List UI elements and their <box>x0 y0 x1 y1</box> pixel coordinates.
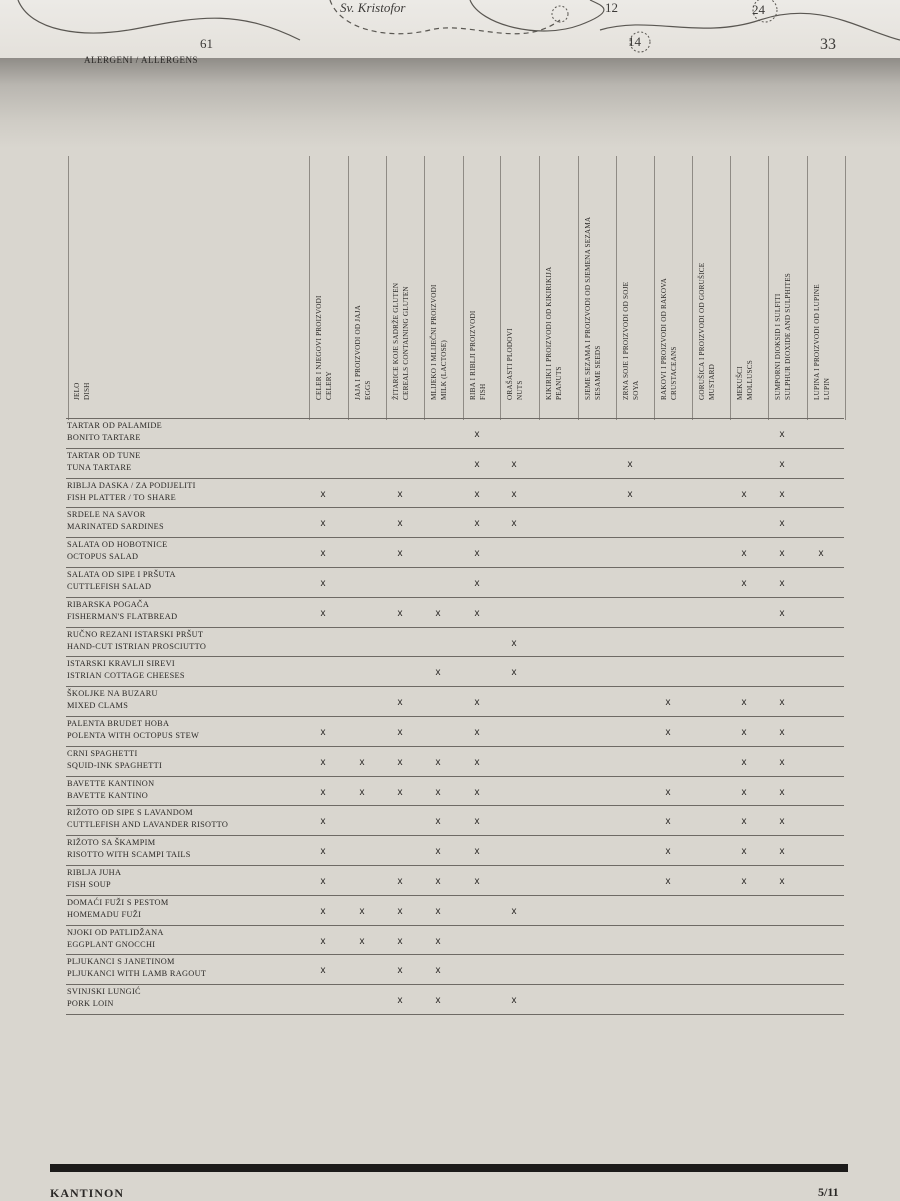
dish-name-hr: SALATA OD SIPE I PRŠUTA <box>67 570 176 579</box>
dish-header-en: DISH <box>83 382 91 400</box>
dish-name-en: HAND-CUT ISTRIAN PROSCIUTTO <box>67 641 207 651</box>
map-number: 12 <box>605 0 618 15</box>
allergen-column-header <box>314 160 344 410</box>
allergen-name-hr: SUMPORNI DIOKSID I SULFITI <box>774 293 782 400</box>
allergen-mark: x <box>320 846 326 858</box>
allergen-mark: x <box>359 786 365 798</box>
dish-name-hr: RIŽOTO OD SIPE S LAVANDOM <box>67 808 193 818</box>
column-divider <box>68 156 69 420</box>
allergen-mark: x <box>741 816 747 828</box>
allergen-mark: x <box>741 578 747 589</box>
allergen-name-hr: RIBA I RIBLJI PROIZVODI <box>469 310 477 400</box>
dish-name-en: CUTTLEFISH AND LAVANDER RISOTTO <box>67 820 229 830</box>
allergen-name-hr: JAJA I PROIZVODI OD JAJA <box>354 304 362 400</box>
allergen-mark: x <box>741 876 747 887</box>
table-row-divider <box>66 925 844 926</box>
allergen-mark: x <box>818 548 824 560</box>
allergen-mark: x <box>474 876 480 887</box>
table-row-divider <box>66 1014 844 1015</box>
dish-column-header <box>72 160 102 410</box>
dish-name-hr: TARTAR OD TUNE <box>67 450 141 460</box>
dish-name <box>67 718 199 742</box>
allergen-header-text <box>353 304 372 400</box>
column-divider <box>386 156 387 420</box>
allergen-mark: x <box>511 995 517 1007</box>
allergen-name-hr: MEKUŠCI <box>736 366 744 400</box>
column-divider <box>768 156 769 420</box>
column-divider <box>578 156 579 420</box>
allergen-column-header <box>659 160 689 410</box>
dish-name-hr: RIBLJA JUHA <box>67 868 122 877</box>
table-row-divider <box>66 895 844 896</box>
dish-name-en: MIXED CLAMS <box>67 701 129 711</box>
allergen-mark: x <box>741 727 747 738</box>
dish-name-en: HOMEMADU FUŽI <box>67 909 142 919</box>
allergen-mark: x <box>511 518 517 530</box>
allergen-mark: x <box>511 905 517 917</box>
allergen-mark: x <box>779 607 785 619</box>
allergen-name-hr: MLIJEKO I MLIJEČNI PROIZVODI <box>430 284 438 400</box>
allergen-mark: x <box>397 727 403 738</box>
allergen-mark: x <box>779 697 785 709</box>
allergen-mark: x <box>320 905 326 917</box>
allergen-mark: x <box>665 846 671 858</box>
column-divider <box>309 156 310 420</box>
page-number: 5/11 <box>818 1185 839 1199</box>
allergen-name-en: CRUSTACEANS <box>670 346 678 400</box>
allergen-header-text <box>621 281 640 400</box>
dish-name-hr: ISTARSKI KRAVLJI SIREVI <box>67 659 175 669</box>
allergen-mark: x <box>320 756 326 768</box>
dish-name-hr: RIŽOTO SA ŠKAMPIM <box>67 838 156 848</box>
allergen-mark: x <box>474 846 480 858</box>
allergen-name-hr: CELER I NJEGOVI PROIZVODI <box>315 295 323 400</box>
allergen-name-en: LUPIN <box>823 377 831 400</box>
dish-name <box>67 509 164 533</box>
allergen-mark: x <box>320 965 326 977</box>
footer-brand: KANTINON <box>50 1186 125 1200</box>
allergen-mark: x <box>320 488 326 500</box>
dish-name-hr: CRNI SPAGHETTI <box>67 748 138 758</box>
allergen-mark: x <box>397 488 403 500</box>
table-row-divider <box>66 984 844 985</box>
allergen-mark: x <box>397 995 403 1007</box>
allergen-mark: x <box>665 697 671 709</box>
allergen-mark: x <box>435 786 441 798</box>
table-row-divider <box>66 448 844 449</box>
allergen-mark: x <box>435 816 441 828</box>
dish-name-en: BONITO TARTARE <box>67 433 141 442</box>
allergen-header-text <box>505 328 524 400</box>
dish-name-en: BAVETTE KANTINO <box>67 790 149 800</box>
dish-name <box>67 450 141 474</box>
allergen-name-en: SESAME SEEDS <box>594 345 602 400</box>
allergen-mark: x <box>320 816 326 828</box>
dish-name-hr: TARTAR OD PALAMIDE <box>67 421 162 430</box>
column-divider <box>348 156 349 420</box>
allergen-mark: x <box>320 607 326 619</box>
allergen-mark: x <box>320 876 326 887</box>
allergen-header-text <box>468 310 487 400</box>
dish-name-en: CUTTLEFISH SALAD <box>67 582 152 591</box>
map-number: 33 <box>820 36 836 53</box>
dish-name-hr: SALATA OD HOBOTNICE <box>67 540 168 550</box>
table-row-divider <box>66 478 844 479</box>
column-divider <box>500 156 501 420</box>
table-row-divider <box>66 686 844 687</box>
allergen-mark: x <box>665 786 671 798</box>
allergen-header-text <box>429 284 448 400</box>
allergen-mark: x <box>320 786 326 798</box>
dish-name <box>67 778 154 802</box>
dish-name-en: MARINATED SARDINES <box>67 522 164 532</box>
dish-name <box>67 837 191 861</box>
allergen-mark: x <box>474 756 480 768</box>
dish-name-hr: BAVETTE KANTINON <box>67 778 155 788</box>
allergen-mark: x <box>435 607 441 619</box>
allergen-header-text <box>391 282 410 400</box>
allergen-mark: x <box>397 876 403 887</box>
map-number: 14 <box>628 34 641 49</box>
dish-name <box>67 599 177 623</box>
dish-name-hr: SVINJSKI LUNGIĆ <box>67 987 141 997</box>
allergen-mark: x <box>435 965 441 977</box>
allergen-mark: x <box>435 876 441 887</box>
dish-name-hr: PALENTA BRUDET HOBA <box>67 719 170 728</box>
allergen-mark: x <box>779 786 785 798</box>
map-number: 24 <box>752 2 765 17</box>
dish-name <box>67 897 169 921</box>
allergen-mark: x <box>474 488 480 500</box>
column-divider <box>845 156 846 420</box>
allergen-mark: x <box>741 756 747 768</box>
allergen-column-header <box>773 160 803 410</box>
allergen-mark: x <box>359 905 365 917</box>
dish-name-en: PLJUKANCI WITH LAMB RAGOUT <box>67 969 207 979</box>
allergen-mark: x <box>779 488 785 500</box>
dish-name-en: FISH SOUP <box>67 880 111 889</box>
allergen-mark: x <box>435 935 441 947</box>
dish-name <box>67 986 141 1010</box>
table-row-divider <box>66 865 844 866</box>
allergen-name-en: MILK (LACTOSE) <box>440 340 448 400</box>
allergen-column-header <box>812 160 842 410</box>
allergen-mark: x <box>627 458 633 470</box>
allergen-name-en: CEREALS CONTAINING GLUTEN <box>402 286 410 400</box>
table-row-divider <box>66 567 844 568</box>
dish-name-en: ISTRIAN COTTAGE CHEESES <box>67 671 185 681</box>
allergen-name-en: MUSTARD <box>708 364 716 400</box>
table-row-divider <box>66 805 844 806</box>
allergen-mark: x <box>665 816 671 828</box>
dish-name <box>67 927 164 951</box>
column-divider <box>730 156 731 420</box>
allergen-name-en: SOYA <box>632 380 640 400</box>
table-row-divider <box>66 835 844 836</box>
allergen-name-hr: LUPINA I PROIZVODI OD LUPINE <box>813 284 821 400</box>
allergen-mark: x <box>665 876 671 887</box>
allergen-mark: x <box>474 518 480 530</box>
allergen-name-en: FISH <box>479 383 487 400</box>
dish-name <box>67 867 121 891</box>
dish-name-hr: DOMAĆI FUŽI S PESTOM <box>67 897 169 907</box>
allergen-mark: x <box>435 995 441 1007</box>
allergen-mark: x <box>397 935 403 947</box>
dish-name <box>67 629 206 653</box>
table-header-rule <box>66 418 844 419</box>
allergen-mark: x <box>779 756 785 768</box>
allergen-mark: x <box>320 727 326 738</box>
allergen-mark: x <box>359 935 365 947</box>
dish-name <box>67 569 176 593</box>
allergen-mark: x <box>779 876 785 887</box>
dish-name-en: PORK LOIN <box>67 999 114 1009</box>
allergen-mark: x <box>435 846 441 858</box>
dish-name <box>67 539 167 563</box>
table-row-divider <box>66 746 844 747</box>
dish-name-hr: RIBARSKA POGAČA <box>67 599 150 609</box>
allergen-mark: x <box>397 965 403 977</box>
dish-header-hr: JELO <box>73 382 81 400</box>
table-row-divider <box>66 776 844 777</box>
allergen-column-header <box>391 160 421 410</box>
allergen-mark: x <box>779 846 785 858</box>
allergen-mark: x <box>741 786 747 798</box>
allergen-name-hr: ŽITARICE KOJE SADRŽE GLUTEN <box>392 282 400 400</box>
allergen-mark: x <box>779 816 785 828</box>
table-row-divider <box>66 627 844 628</box>
allergen-mark: x <box>397 518 403 530</box>
allergen-mark: x <box>397 756 403 768</box>
dish-name-en: POLENTA WITH OCTOPUS STEW <box>67 731 200 740</box>
map-place-name: Sv. Kristofor <box>340 0 406 15</box>
allergen-header-text <box>583 216 602 400</box>
allergen-mark: x <box>397 697 403 709</box>
allergen-mark: x <box>320 578 326 589</box>
allergen-mark: x <box>779 429 785 440</box>
dish-name-hr: ŠKOLJKE NA BUZARU <box>67 689 158 699</box>
allergen-header-text <box>697 262 716 400</box>
allergen-name-hr: KIKIRIKI I PROIZVODI OD KIKIRIKIJA <box>545 266 553 400</box>
dish-name-hr: PLJUKANCI S JANETINOM <box>67 957 175 967</box>
allergen-column-header <box>621 160 651 410</box>
allergen-mark: x <box>474 607 480 619</box>
allergen-name-en: CELERY <box>325 371 333 400</box>
dish-name-hr: RIBLJA DASKA / ZA PODIJELITI <box>67 480 196 490</box>
allergen-mark: x <box>741 548 747 560</box>
allergen-mark: x <box>320 518 326 530</box>
allergen-name-en: NUTS <box>516 380 524 400</box>
allergen-mark: x <box>474 727 480 738</box>
allergen-mark: x <box>474 458 480 470</box>
allergen-header-text <box>544 266 563 400</box>
allergen-mark: x <box>474 816 480 828</box>
allergen-mark: x <box>397 548 403 560</box>
allergen-name-hr: GORUŠICA I PROIZVODI OD GORUŠICE <box>698 262 706 400</box>
allergen-mark: x <box>779 458 785 470</box>
page-fold-shadow <box>0 58 900 148</box>
table-row-divider <box>66 656 844 657</box>
allergen-mark: x <box>474 786 480 798</box>
allergen-mark: x <box>397 905 403 917</box>
column-divider <box>692 156 693 420</box>
allergen-mark: x <box>779 578 785 589</box>
allergen-header-text <box>659 277 678 400</box>
column-divider <box>424 156 425 420</box>
column-divider <box>616 156 617 420</box>
allergen-header-text <box>314 295 333 400</box>
map-number: 61 <box>200 36 213 51</box>
allergen-name-hr: RAKOVI I PROIZVODI OD RAKOVA <box>660 277 668 400</box>
column-divider <box>463 156 464 420</box>
dish-name <box>67 420 162 444</box>
allergen-mark: x <box>511 488 517 500</box>
allergen-name-en: PEANUTS <box>555 366 563 400</box>
dish-name-hr: SRDELE NA SAVOR <box>67 510 146 520</box>
column-divider <box>807 156 808 420</box>
allergen-mark: x <box>359 756 365 768</box>
allergen-mark: x <box>435 905 441 917</box>
dish-name-en: OCTOPUS SALAD <box>67 552 139 562</box>
allergen-mark: x <box>779 727 785 738</box>
allergen-mark: x <box>320 935 326 947</box>
allergen-mark: x <box>435 756 441 768</box>
allergen-name-en: EGGS <box>364 380 372 400</box>
allergen-mark: x <box>474 429 480 440</box>
allergen-mark: x <box>741 697 747 709</box>
allergen-name-hr: ORAŠASTI PLODOVI <box>506 328 514 400</box>
column-divider <box>654 156 655 420</box>
allergen-column-header <box>583 160 613 410</box>
allergen-name-hr: ZRNA SOJE I PROIZVODI OD SOJE <box>622 281 630 400</box>
allergen-column-header <box>544 160 574 410</box>
column-divider <box>539 156 540 420</box>
dish-name <box>67 688 158 712</box>
table-row-divider <box>66 954 844 955</box>
allergen-column-header <box>735 160 765 410</box>
allergen-column-header <box>697 160 727 410</box>
allergen-mark: x <box>397 607 403 619</box>
allergen-column-header <box>353 160 383 410</box>
allergen-column-header <box>429 160 459 410</box>
allergen-mark: x <box>511 667 517 679</box>
dish-name <box>67 748 162 772</box>
allergen-column-header <box>468 160 498 410</box>
dish-name <box>67 480 196 504</box>
table-row-divider <box>66 507 844 508</box>
dish-name-en: EGGPLANT GNOCCHI <box>67 939 156 949</box>
allergen-mark: x <box>320 548 326 560</box>
allergen-mark: x <box>741 846 747 858</box>
section-title: ALERGENI / ALLERGENS <box>84 55 198 65</box>
allergen-header-text <box>812 284 831 400</box>
dish-name <box>67 658 185 682</box>
dish-name-hr: RUČNO REZANI ISTARSKI PRŠUT <box>67 629 204 639</box>
table-row-divider <box>66 537 844 538</box>
dish-name-en: RISOTTO WITH SCAMPI TAILS <box>67 850 191 860</box>
allergen-mark: x <box>511 637 517 649</box>
dish-name <box>67 956 206 980</box>
allergen-mark: x <box>474 548 480 560</box>
dish-name <box>67 807 228 831</box>
allergen-mark: x <box>435 667 441 679</box>
dish-name-en: SQUID-INK SPAGHETTI <box>67 760 163 770</box>
allergen-mark: x <box>474 697 480 709</box>
allergen-mark: x <box>474 578 480 589</box>
allergen-mark: x <box>779 518 785 530</box>
allergen-name-hr: SJEME SEZAMA I PROIZVODI OD SJEMENA SEZAMA <box>584 216 592 400</box>
allergen-mark: x <box>741 488 747 500</box>
dish-name-en: FISHERMAN'S FLATBREAD <box>67 611 178 621</box>
allergen-mark: x <box>665 727 671 738</box>
allergen-mark: x <box>627 488 633 500</box>
dish-header-text <box>72 382 91 400</box>
allergen-name-en: MOLLUSCS <box>746 360 754 400</box>
footer-rule <box>50 1164 848 1172</box>
allergen-name-en: SULPHUR DIOXIDE AND SULPHITES <box>784 273 792 400</box>
allergen-mark: x <box>779 548 785 560</box>
allergen-mark: x <box>397 786 403 798</box>
allergen-mark: x <box>511 458 517 470</box>
table-row-divider <box>66 597 844 598</box>
allergen-column-header <box>505 160 535 410</box>
allergen-header-text <box>773 273 792 400</box>
dish-name-en: FISH PLATTER / TO SHARE <box>67 492 176 502</box>
table-row-divider <box>66 716 844 717</box>
allergen-header-text <box>735 360 754 400</box>
dish-name-en: TUNA TARTARE <box>67 462 132 472</box>
dish-name-hr: NJOKI OD PATLIDŽANA <box>67 927 164 937</box>
